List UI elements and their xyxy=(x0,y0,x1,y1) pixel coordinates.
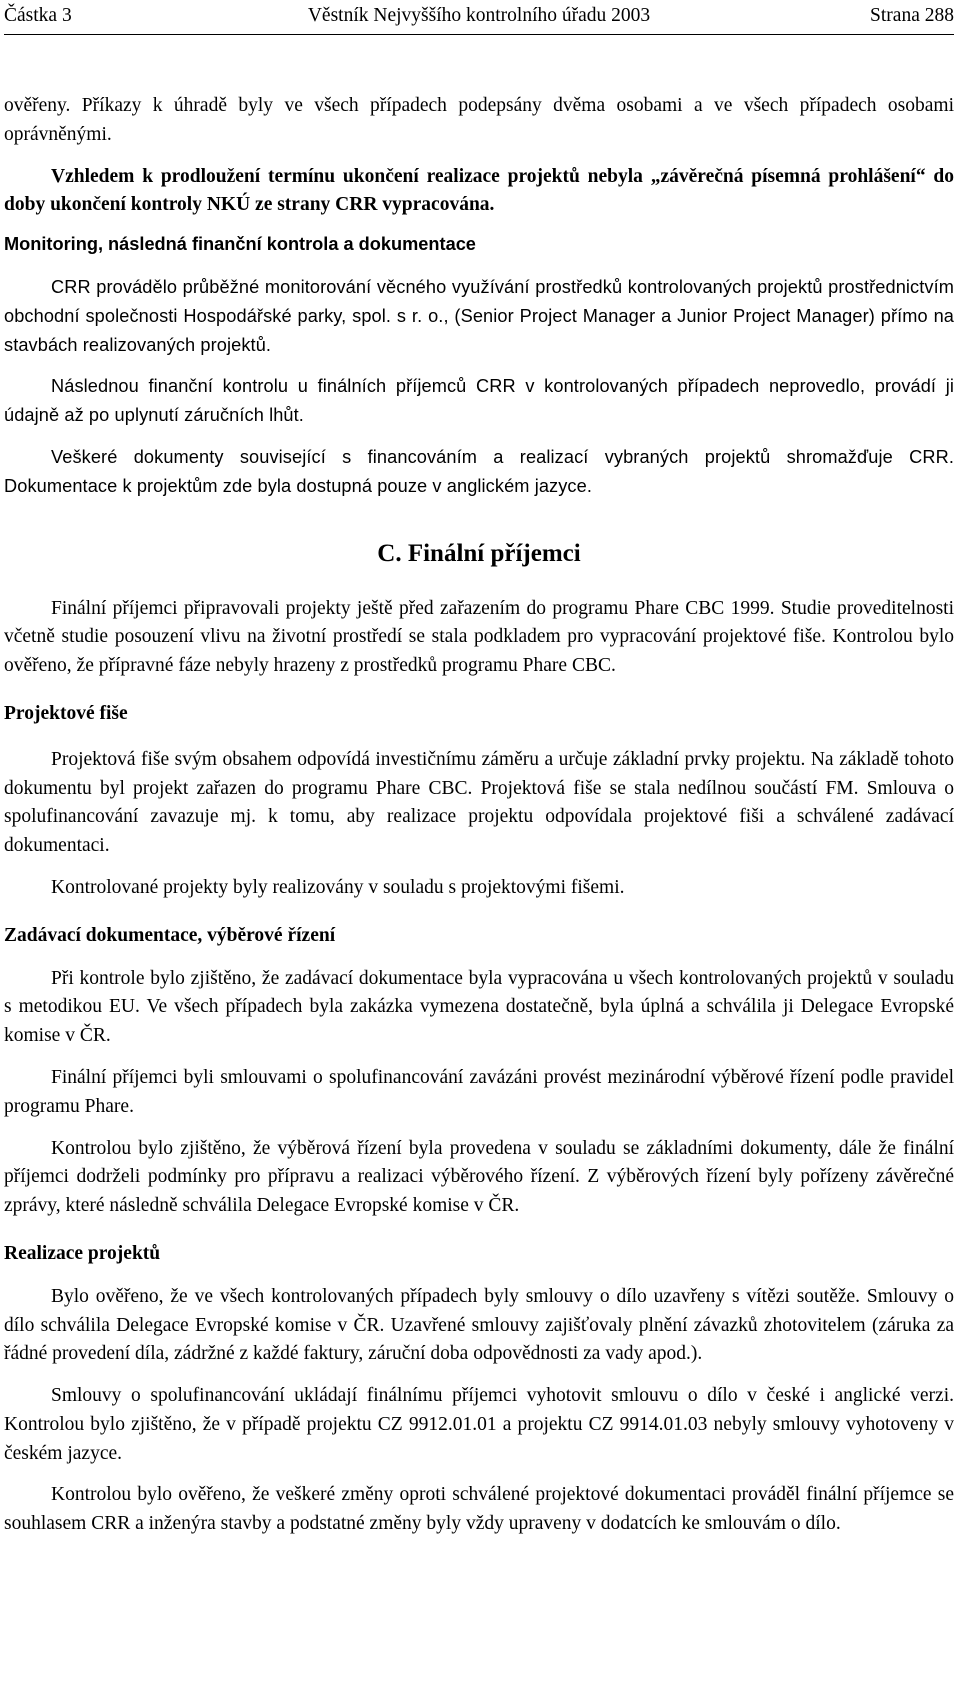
paragraph-final-recipients: Finální příjemci připravovali projekty ještě před zařazením do programu Phare CBC 1999. Studie proveditelnosti včetně studie posouzení vlivu na životní prostředí se stala podkladem pro vypracování projektové fiše. Kontrolou bylo ověřeno, že přípravné fáze nebyly hrazeny z prostředků programu Phare CBC. xyxy=(4,597,954,677)
heading-project-realization: Realizace projektů xyxy=(4,1242,161,1264)
paragraph-contract-changes: Kontrolou bylo ověřeno, že veškeré změny oproti schválené projektové dokumentaci prováděl finální příjemce se souhlasem CRR a inženýra stavby a podstatné změny byly vždy upraveny v dodatcích ke smlouvám o dílo. xyxy=(4,1484,954,1535)
heading-project-sheets: Projektové fiše xyxy=(4,702,128,724)
paragraph-final-declarations: Vzhledem k prodloužení termínu ukončení realizace projektů nebyla „závěrečná písemná prohlášení“ do doby ukončení kontroly NKÚ ze strany CRR vypracována. xyxy=(4,165,954,216)
header-page-number: Strana 288 xyxy=(870,5,954,26)
paragraph-continuation: ověřeny. Příkazy k úhradě byly ve všech případech podepsány dvěma osobami a ve všech případech osobami oprávněnými. xyxy=(4,95,954,145)
paragraph-contract-language: Smlouvy o spolufinancování ukládají finálnímu příjemci vyhotovit smlouvu o dílo v české i anglické verzi. Kontrolou bylo zjištěno, že v případě projektu CZ 9912.01.01 a projektu CZ 9914.01.03 nebyly smlouvy vyhotoveny v českém jazyce. xyxy=(4,1385,954,1464)
paragraph-tender-documentation: Při kontrole bylo zjištěno, že zadávací dokumentace byla vypracována u všech kontrolovaných projektů v souladu s metodikou EU. Ve všech případech byla zakázka vymezena dostatečně, byla úplná a schválila ji Delegace Evropské komise v ČR. xyxy=(4,967,954,1047)
paragraph-contracts: Bylo ověřeno, že ve všech kontrolovaných případech byly smlouvy o dílo uzavřeny s vítězi soutěže. Smlouvy o dílo schválila Delegace Evropské komise v ČR. Uzavřené smlouvy zajišťovaly plnění závazků zhotovitelem (záruka za řádné provedení díla, zádržné z každé faktury, záruční doba odpovědnosti za vady apod.). xyxy=(4,1285,954,1365)
heading-tender: Zadávací dokumentace, výběrové řízení xyxy=(4,924,336,946)
header-journal-title: Věstník Nejvyššího kontrolního úřadu 2003 xyxy=(307,5,651,26)
header-issue-number: Částka 3 xyxy=(4,5,72,26)
heading-monitoring: Monitoring, následná finanční kontrola a dokumentace xyxy=(4,234,476,255)
paragraph-international-tender: Finální příjemci byli smlouvami o spolufinancování zavázáni provést mezinárodní výběrové řízení podle pravidel programu Phare. xyxy=(4,1066,954,1117)
paragraph-projects-compliance: Kontrolované projekty byly realizovány v souladu s projektovými fišemi. xyxy=(51,876,625,898)
paragraph-project-sheets: Projektová fiše svým obsahem odpovídá investičnímu záměru a určuje základní prvky projektu. Na základě tohoto dokumentu byl projekt zařazen do programu Phare CBC. Projektová fiše se stala nedílnou součástí FM. Smlouva o spolufinancování zavazuje mj. k tomu, aby realizace projektu odpovídala projektové fiši a schválené zadávací dokumentaci. xyxy=(4,748,954,857)
paragraph-monitoring: CRR provádělo průběžné monitorování věcného využívání prostředků kontrolovaných projektů prostřednictvím obchodní společnosti Hospodářské parky, spol. s r. o., (Senior Project Manager a Junior Project Manager) přímo na stavbách realizovaných projektů. xyxy=(4,276,954,355)
section-title-final-recipients: C. Finální příjemci xyxy=(377,539,581,567)
paragraph-tender-procedures: Kontrolou bylo zjištěno, že výběrová řízení byla provedena v souladu se základními dokumenty, dále že finální příjemci dodrželi podmínky pro přípravu a realizaci výběrového řízení. Z výběrových řízení byly pořízeny závěrečné zprávy, které následně schválila Delegace Evropské komise v ČR. xyxy=(4,1137,954,1217)
paragraph-financial-control: Následnou finanční kontrolu u finálních příjemců CRR v kontrolovaných případech neprovedlo, provádí ji údajně až po uplynutí záručních lhůt. xyxy=(4,376,954,426)
paragraph-documentation: Veškeré dokumenty související s financováním a realizací vybraných projektů shromažďuje CRR. Dokumentace k projektům zde byla dostupná pouze v anglickém jazyce. xyxy=(4,446,954,496)
document-body xyxy=(4,92,954,1539)
page-header xyxy=(4,2,954,35)
